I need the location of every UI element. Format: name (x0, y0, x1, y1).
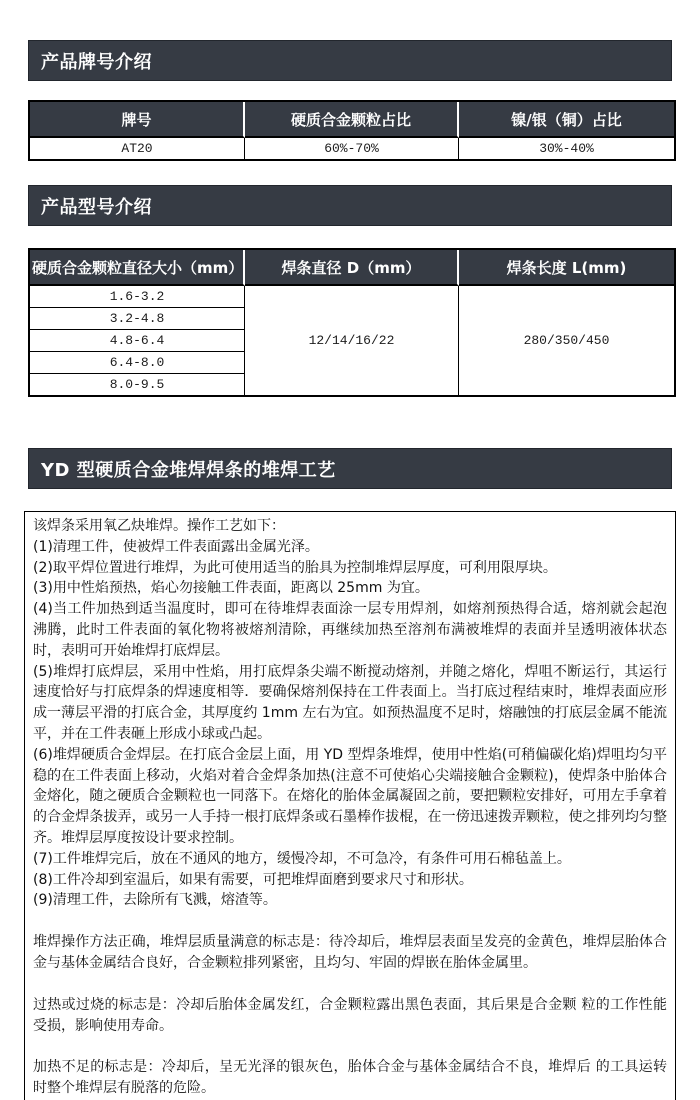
overheat-note: 过热或过烧的标志是：冷却后胎体金属发红，合金颗粒露出黑色表面，其后果是合金颗 粒的工作性能受损，影响使用寿命。 (33, 996, 667, 1034)
brand-table (28, 100, 676, 161)
process-step-2: (2)取平焊位置进行堆焊，为此可使用适当的胎具为控制堆焊层厚度，可利用限厚块。 (33, 559, 557, 576)
process-step-9: (9)清理工件，去除所有飞溅，熔渣等。 (33, 892, 277, 909)
model-table-row (30, 286, 674, 308)
brand-table-header-row (30, 102, 674, 138)
brand-col-nickel-ratio: 镍/银（铜）占比 (459, 102, 674, 138)
particle-diameter-value: 1.6-3.2 (30, 286, 245, 308)
model-col-particle-diameter: 硬质合金颗粒直径大小（mm） (30, 250, 245, 286)
process-intro: 该焊条采用氧乙炔堆焊。操作工艺如下： (33, 518, 285, 534)
section-header-process (28, 448, 672, 489)
carbide-ratio-value: 60%-70% (245, 138, 459, 159)
particle-diameter-value: 8.0-9.5 (30, 374, 245, 395)
grade-value: AT20 (30, 138, 245, 159)
brand-col-carbide-ratio: 硬质合金颗粒占比 (245, 102, 459, 138)
process-step-4: (4)当工件加热到适当温度时，即可在待堆焊表面涂一层专用焊剂，如熔剂预热得合适，熔剂就会起泡沸腾，此时工件表面的氧化物将被熔剂清除，再继续加热至溶剂布满被堆焊的表面并呈透明液体状态时，表明可开始堆焊打底焊层。 (33, 601, 667, 659)
section-title-brand: 产品牌号介绍 (41, 51, 152, 73)
process-text-box (24, 511, 676, 1100)
quality-correct-note: 堆焊操作方法正确，堆焊层质量满意的标志是：待冷却后，堆焊层表面呈发亮的金黄色，堆焊层胎体合金与基体金属结合良好，合金颗粒排列紧密，且均匀、牢固的焊嵌在胎体金属里。 (33, 934, 667, 971)
section-header-model (28, 185, 672, 226)
brand-table-row (30, 138, 674, 159)
model-table (28, 248, 676, 397)
process-step-6: (6)堆焊硬质合金焊层。在打底合金层上面，用 YD 型焊条堆焊，使用中性焰(可稍偏碳化焰)焊咀均匀平稳的在工件表面上移动，火焰对着合金焊条加热(注意不可使焰心尖端接触合金颗粒)，使焊条中胎体合金熔化，随之硬质合金颗粒也一同落下。在熔化的胎体金属凝固之前，要把颗粒安排好，可用左手拿着的合金焊条拔弄，或另一人手持一根打底焊条或石墨棒作拔棍，在一傍迅速拨弄颗粒，使之排列均匀整齐。堆焊层厚度按设计要求控制。 (33, 746, 667, 846)
particle-diameter-value: 3.2-4.8 (30, 308, 245, 330)
particle-diameter-value: 4.8-6.4 (30, 330, 245, 352)
model-col-rod-length: 焊条长度 L(mm) (459, 250, 674, 286)
model-col-rod-diameter: 焊条直径 D（mm） (245, 250, 459, 286)
process-step-8: (8)工件冷却到室温后，如果有需要，可把堆焊面磨到要求尺寸和形状。 (33, 871, 473, 888)
section-title-process: YD 型硬质合金堆焊焊条的堆焊工艺 (41, 459, 336, 481)
brand-col-grade: 牌号 (30, 102, 245, 138)
nickel-ratio-value: 30%-40% (459, 138, 674, 159)
process-step-1: (1)清理工件，使被焊工件表面露出金属光泽。 (33, 538, 319, 555)
process-step-3: (3)用中性焰预热，焰心勿接触工件表面，距离以 25mm 为宜。 (33, 580, 429, 597)
underheat-note: 加热不足的标志是：冷却后，呈无光泽的银灰色，胎体合金与基体金属结合不良，堆焊后 的工具运转时整个堆焊层有脱落的危险。 (33, 1059, 667, 1097)
model-table-header-row (30, 250, 674, 286)
section-title-model: 产品型号介绍 (41, 196, 152, 218)
process-step-5: (5)堆焊打底焊层，采用中性焰，用打底焊条尖端不断搅动熔剂，并随之熔化，焊咀不断运行，其运行速度恰好与打底焊条的焊速度相等．要确保熔剂保持在工件表面上。当打底过程结束时，堆焊表面应形成一薄层平滑的打底合金，其厚度约 1mm 左右为宜。如预热温度不足时，熔融蚀的打底层金属不能流平，并在工件表砸上形成小球或凸起。 (33, 663, 667, 742)
particle-diameter-value: 6.4-8.0 (30, 352, 245, 374)
rod-diameter-value: 12/14/16/22 (245, 286, 459, 395)
process-step-7: (7)工件堆焊完后，放在不通风的地方，缓慢冷却，不可急冷，有条件可用石棉毡盖上。 (33, 850, 571, 867)
rod-length-value: 280/350/450 (459, 286, 674, 395)
section-header-brand (28, 40, 672, 81)
